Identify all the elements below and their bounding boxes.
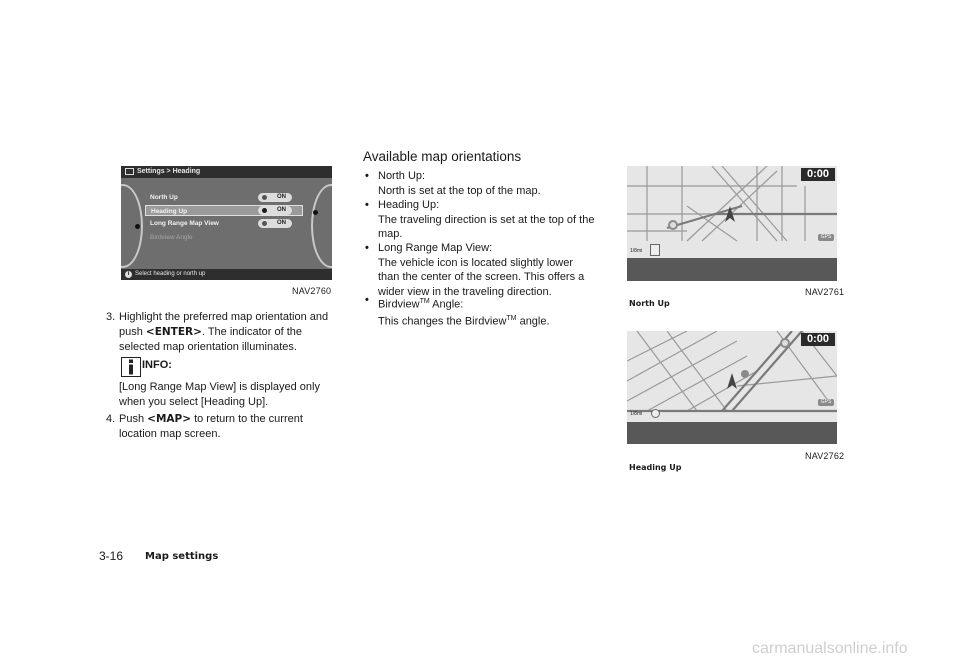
indicator-led-icon [262,208,267,213]
map-label-heading-up: Heading Up [629,463,682,472]
heading-up-indicator: ON [258,206,292,215]
settings-breadcrumb: Settings > Heading [137,168,201,175]
settings-header [121,166,332,178]
step-text: Push <MAP> to return to the current location map screen. [119,413,303,440]
enter-key: <ENTER> [145,326,202,338]
figure-caption-nav2760: NAV2760 [292,286,332,296]
figure-caption-nav2762: NAV2762 [805,451,845,461]
info-icon: i [125,271,132,278]
info-note: [Long Range Map View] is displayed only when you select [Heading Up]. [119,381,320,408]
right-dial-arc [311,184,332,268]
menu-item-birdview-angle: Birdview Angle [150,234,193,241]
north-up-map-screenshot [627,166,837,281]
step-number: 3. [106,311,116,323]
bullet-long-range-map-view: • Long Range Map View: The vehicle icon is located slightly lower than the center of the screen. This offers a wider view in the traveling direction. [365,242,585,298]
map-key: <MAP> [147,413,192,425]
info-glyph [121,357,141,377]
clock-display: 0:00 [801,168,835,181]
map-scale: 1/8mi [630,248,643,254]
menu-item-north-up[interactable]: North Up [150,194,178,201]
map-label-north-up: North Up [629,299,670,308]
gps-badge: GPS [818,399,834,406]
bullet-north-up: • North Up: North is set at the top of the map. [365,170,541,197]
bullet-birdview-angle: • Birdview™ Angle: This changes the Birdview™ angle. [365,294,550,328]
left-dial-marker [135,224,140,229]
settings-heading-screenshot [121,166,332,280]
menu-item-heading-up[interactable]: Heading Up [145,205,303,216]
right-dial-marker [313,210,318,215]
heading-compass-icon [651,409,660,418]
step-number: 4. [106,413,116,425]
indicator-led-icon [262,195,267,200]
step-text: Highlight the preferred map orientation and push <ENTER>. The indicator of the selected map orientation illuminates. [119,311,329,353]
map-bottom-bar [627,422,837,444]
map-scale: 1/8mi [630,411,643,417]
map-bottom-bar [627,258,837,281]
north-up-indicator: ON [258,193,292,202]
info-label: INFO: [142,359,172,371]
long-range-indicator: ON [258,219,292,228]
step-4 [106,412,356,444]
section-title: Available map orientations [363,149,522,164]
menu-item-long-range-map-view[interactable]: Long Range Map View [150,220,219,227]
figure-caption-nav2761: NAV2761 [805,287,845,297]
page-section-title: Map settings [145,551,219,562]
page-number: 3-16 [99,549,124,563]
settings-icon [125,168,134,175]
indicator-led-icon [262,221,267,226]
heading-up-map-screenshot [627,331,837,444]
step-3 [106,310,356,358]
north-arrow-icon [650,244,660,256]
info-icon [121,357,141,377]
bullet-heading-up: • Heading Up: The traveling direction is set at the top of the map. [365,199,595,240]
gps-badge: GPS [818,234,834,241]
clock-display: 0:00 [801,333,835,346]
watermark: carmanualsonline.info [752,640,908,657]
settings-footer-hint: i Select heading or north up [121,269,332,280]
